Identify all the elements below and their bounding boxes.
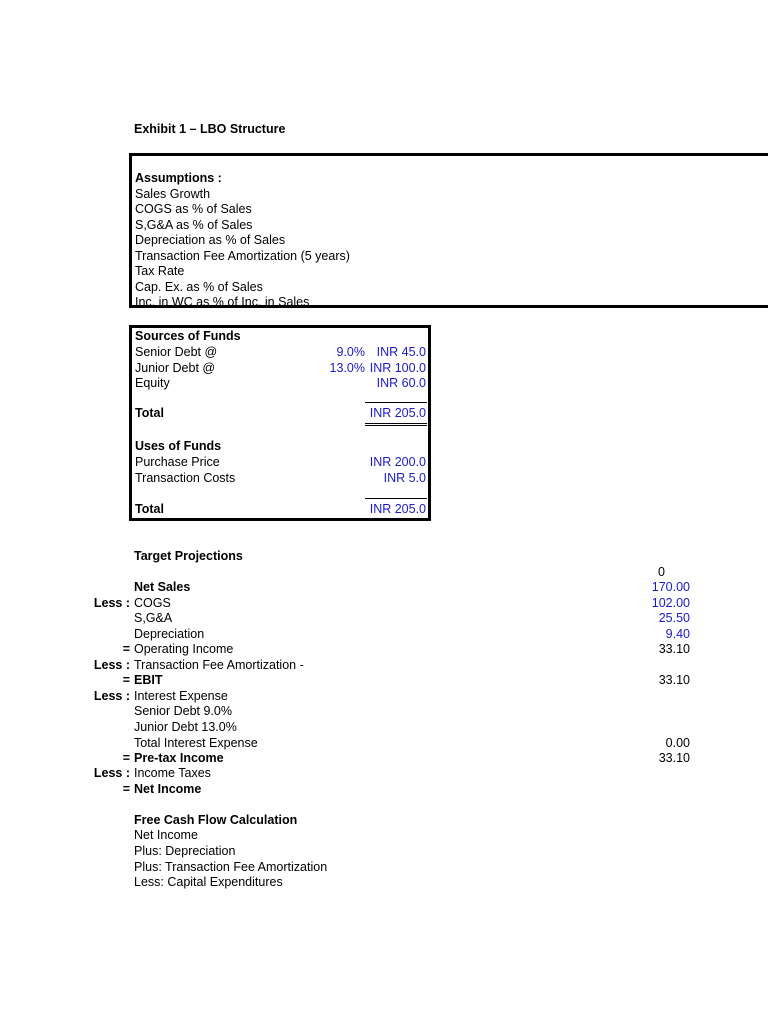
transaction-costs-row (135, 471, 425, 487)
transaction-costs-amount: INR 5.0 (383, 470, 426, 485)
uses-subtotal-line (365, 498, 427, 499)
pretax-income-label: Pre-tax Income (134, 751, 224, 765)
ebit-label: EBIT (134, 673, 163, 687)
transaction-fee-amortization-label: Transaction Fee Amortization - (134, 658, 304, 672)
fcf-heading: Free Cash Flow Calculation (134, 813, 298, 827)
equals-prefix: = (122, 782, 130, 796)
fcf-item: Plus: Transaction Fee Amortization (134, 860, 328, 874)
less-prefix: Less : (93, 689, 130, 703)
equals-prefix: = (122, 751, 130, 765)
sources-total-row (135, 406, 425, 422)
sga-value: 25.50 (658, 611, 690, 625)
net-sales-label: Net Sales (134, 580, 191, 594)
sources-uses-box (129, 325, 431, 521)
assumption-item: Inc. in WC as % of Inc. in Sales (135, 295, 310, 309)
year-header: 0 (658, 565, 665, 579)
fcf-item: Less: Capital Expenditures (134, 875, 283, 889)
net-income-label: Net Income (134, 782, 202, 796)
uses-total-row (135, 502, 425, 518)
cogs-value: 102.00 (651, 596, 690, 610)
less-prefix: Less : (93, 596, 130, 610)
assumptions-heading: Assumptions : (135, 171, 222, 185)
fcf-item: Plus: Depreciation (134, 844, 236, 858)
total-interest-value: 0.00 (665, 736, 690, 750)
projections-heading: Target Projections (134, 549, 243, 563)
uses-heading-row (135, 439, 425, 455)
equity-row (135, 376, 425, 392)
assumptions-list (135, 187, 350, 311)
depreciation-value: 9.40 (665, 627, 690, 641)
assumption-item: S,G&A as % of Sales (135, 217, 253, 232)
operating-income-label: Operating Income (134, 642, 234, 656)
sources-heading-row (135, 329, 425, 345)
junior-debt-amount: INR 100.0 (369, 360, 426, 375)
senior-debt-label: Senior Debt @ (135, 345, 218, 359)
purchase-price-row (135, 455, 425, 471)
fcf-item: Net Income (134, 828, 198, 842)
uses-total-label: Total (135, 501, 164, 516)
net-sales-value: 170.00 (651, 580, 690, 594)
sources-total-label: Total (135, 406, 164, 420)
less-prefix: Less : (93, 766, 130, 780)
purchase-price-label: Purchase Price (135, 455, 220, 469)
senior-debt-rate: 9.0% (336, 345, 365, 359)
sources-subtotal-line (365, 402, 427, 403)
total-interest-label: Total Interest Expense (134, 736, 258, 750)
assumptions-box (129, 153, 768, 308)
senior-debt-amount: INR 45.0 (376, 345, 426, 359)
uses-heading: Uses of Funds (135, 439, 222, 453)
equity-label: Equity (135, 376, 170, 390)
senior-debt-interest-label: Senior Debt 9.0% (134, 704, 232, 718)
interest-expense-label: Interest Expense (134, 689, 228, 703)
junior-debt-row (135, 361, 425, 377)
uses-total-amount: INR 205.0 (369, 501, 426, 516)
assumption-item: Transaction Fee Amortization (5 years) (135, 248, 350, 263)
income-taxes-label: Income Taxes (134, 766, 211, 780)
operating-income-value: 33.10 (658, 642, 690, 656)
equals-prefix: = (122, 642, 130, 656)
pretax-income-value: 33.10 (658, 751, 690, 765)
sources-heading: Sources of Funds (135, 329, 241, 343)
assumption-item: Depreciation as % of Sales (135, 233, 286, 247)
assumption-item: COGS as % of Sales (135, 202, 252, 216)
depreciation-label: Depreciation (134, 627, 205, 641)
assumption-item: Cap. Ex. as % of Sales (135, 279, 263, 294)
ebit-value: 33.10 (658, 673, 690, 687)
cogs-label: COGS (134, 596, 171, 610)
sources-total-double-line (365, 423, 427, 426)
exhibit-title: Exhibit 1 – LBO Structure (134, 122, 286, 136)
sources-total-amount: INR 205.0 (369, 406, 426, 420)
equals-prefix: = (122, 673, 130, 687)
less-prefix: Less : (93, 658, 130, 672)
sga-label: S,G&A (134, 611, 173, 625)
equity-amount: INR 60.0 (376, 376, 426, 390)
junior-debt-rate: 13.0% (329, 360, 365, 375)
senior-debt-row (135, 345, 425, 361)
junior-debt-interest-label: Junior Debt 13.0% (134, 720, 237, 734)
junior-debt-label: Junior Debt @ (135, 360, 216, 375)
assumption-item: Sales Growth (135, 186, 211, 201)
purchase-price-amount: INR 200.0 (369, 455, 426, 469)
assumption-item: Tax Rate (135, 264, 185, 278)
transaction-costs-label: Transaction Costs (135, 470, 236, 485)
